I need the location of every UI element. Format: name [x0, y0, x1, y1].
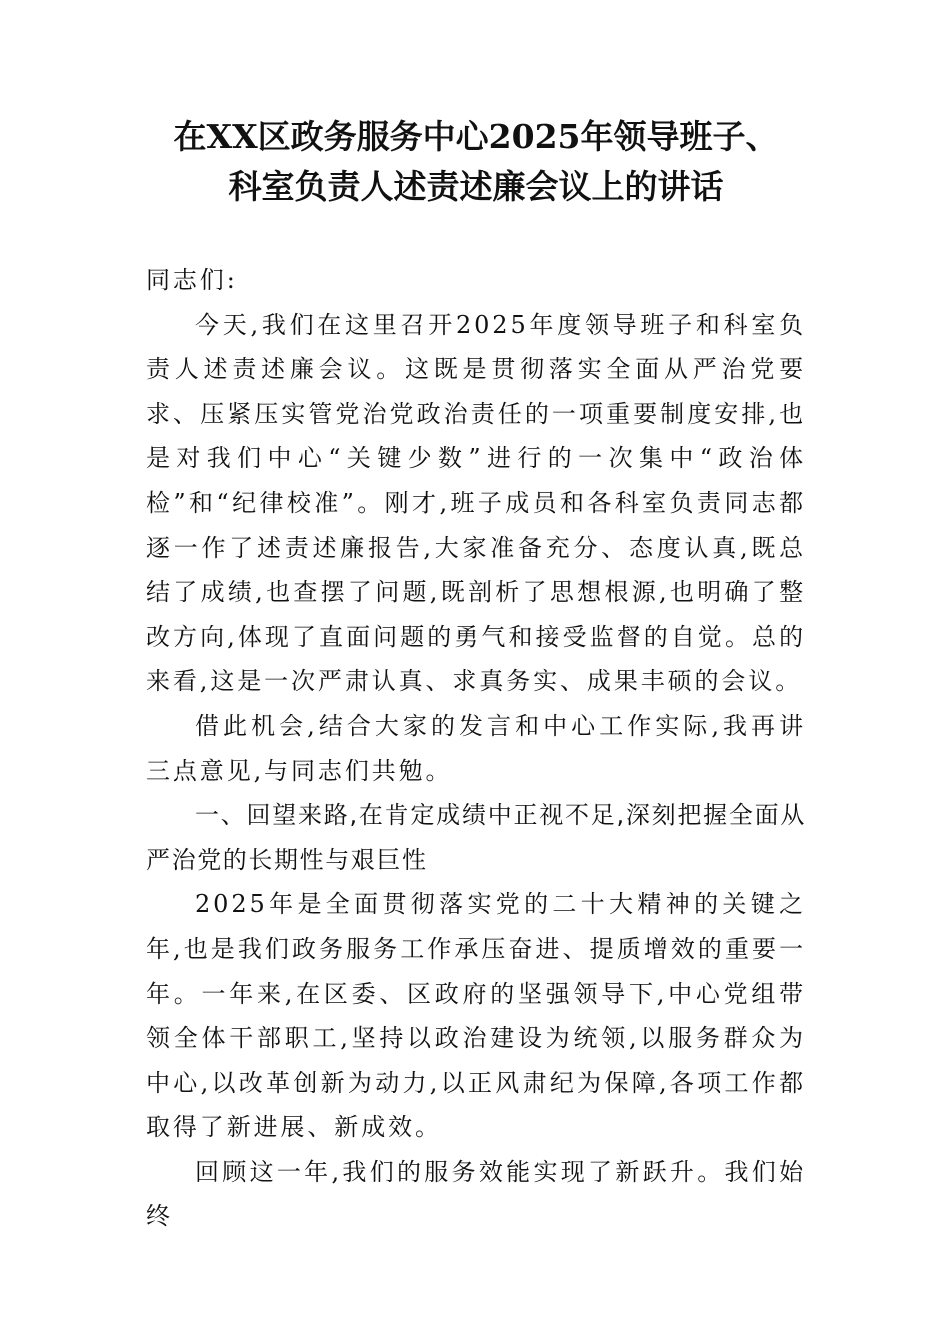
paragraph-section-1-a: 2025年是全面贯彻落实党的二十大精神的关键之年,也是我们政务服务工作承压奋进、提质增效的重要一年。一年来,在区委、区政府的坚强领导下,中心党组带领全体干部职工,坚持以政治建设为统领,以服务群众为中心,以改革创新为动力,以正风肃纪为保障,各项工作都取得了新进展、新成效。	[146, 890, 806, 1142]
document-page	[146, 112, 806, 1239]
paragraph-opening: 今天,我们在这里召开2025年度领导班子和科室负责人述责述廉会议。这既是贯彻落实全面从严治党要求、压紧压实管党治党政治责任的一项重要制度安排,也是对我们中心“关键少数”进行的一次集中“政治体检”和“纪律校准”。刚才,班子成员和各科室负责同志都逐一作了述责述廉报告,大家准备充分、态度认真,既总结了成绩,也查摆了问题,既剖析了思想根源,也明确了整改方向,体现了直面问题的勇气和接受监督的自觉。总的来看,这是一次严肃认真、求真务实、成果丰硕的会议。	[146, 310, 806, 696]
document-body	[146, 258, 806, 1239]
title-line-1: 在XX区政务服务中心2025年领导班子、	[173, 117, 779, 156]
paragraph-section-1-b: 回顾这一年,我们的服务效能实现了新跃升。我们始终	[146, 1157, 806, 1231]
paragraph-intro-points: 借此机会,结合大家的发言和中心工作实际,我再讲三点意见,与同志们共勉。	[146, 711, 806, 785]
section-heading-1: 一、回望来路,在肯定成绩中正视不足,深刻把握全面从严治党的长期性与艰巨性	[146, 801, 806, 874]
document-title	[146, 112, 806, 212]
greeting: 同志们:	[146, 266, 238, 294]
title-line-2: 科室负责人述责述廉会议上的讲话	[228, 167, 724, 206]
